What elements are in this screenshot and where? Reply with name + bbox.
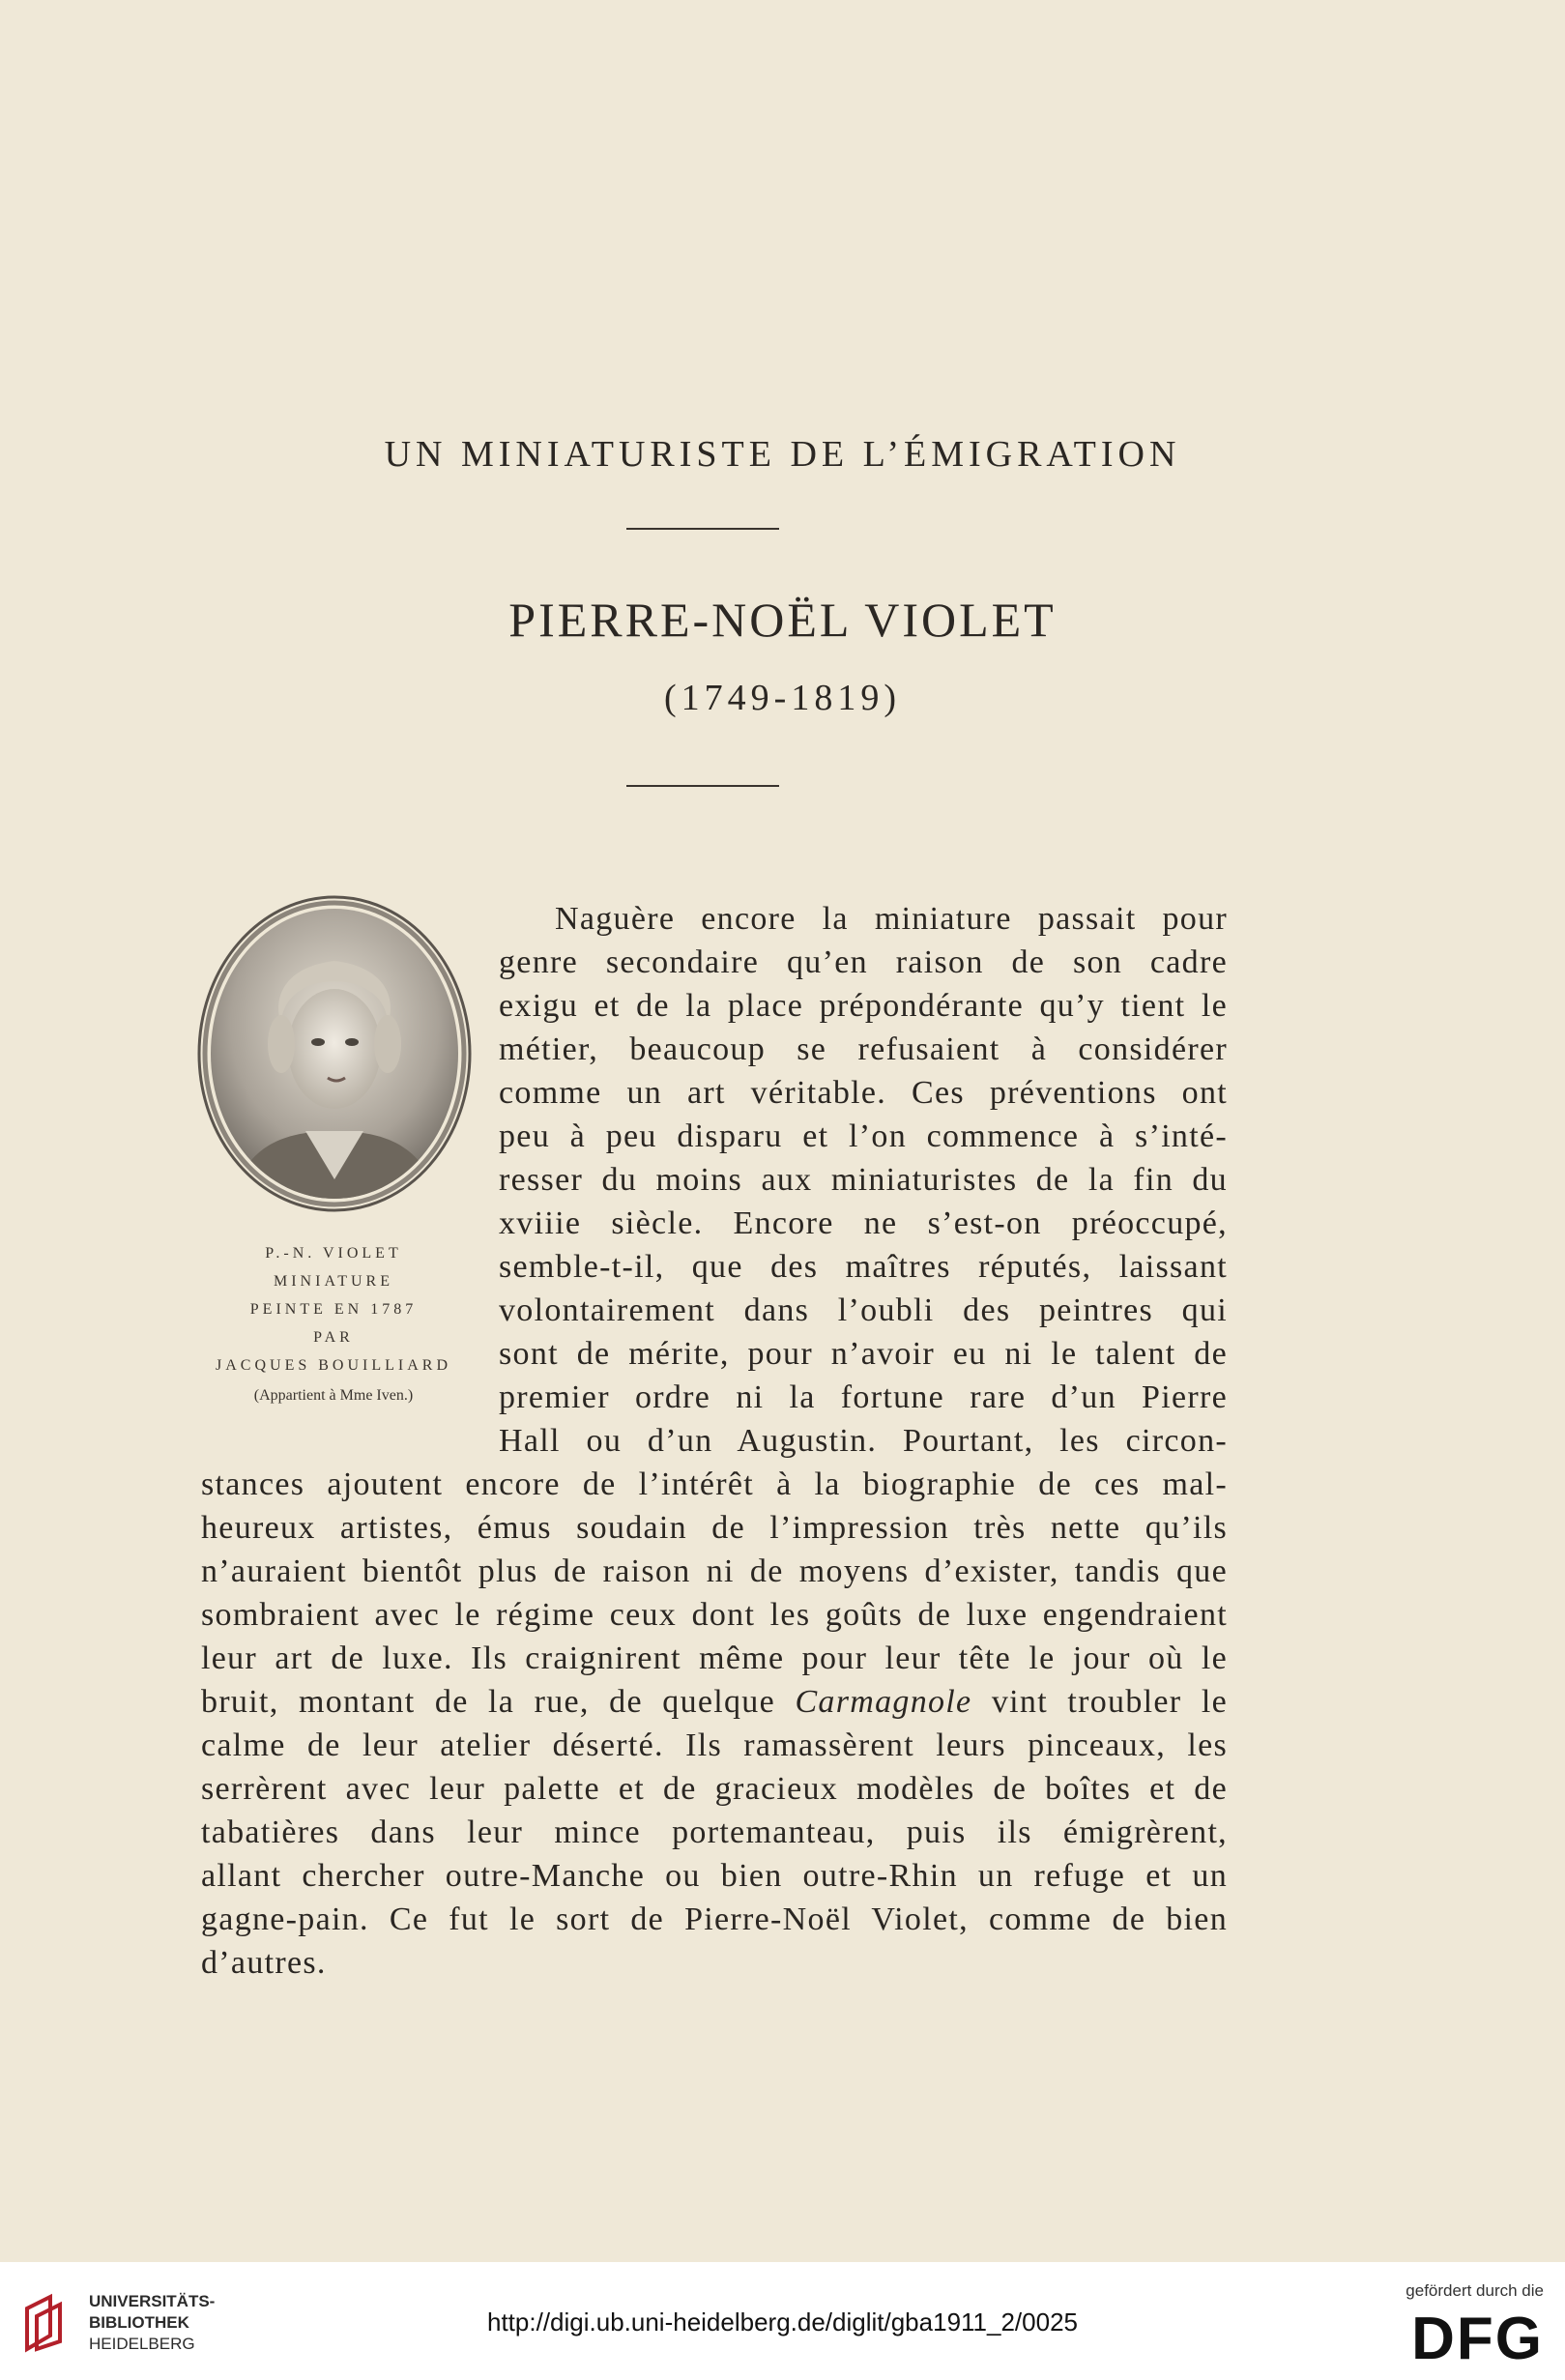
text-line: stances ajoutent encore de l’intérêt à la biographie de ces mal- (201, 1466, 1228, 1502)
text-line: métier, beaucoup se refusaient à considérer (499, 1031, 1228, 1067)
text-line: gagne-pain. Ce fut le sort de Pierre-Noël Violet, comme de bien (201, 1901, 1228, 1937)
body-text-wide (201, 1463, 1228, 1985)
text-line: tabatières dans leur mince portemanteau, puis ils émigrèrent, (201, 1814, 1228, 1850)
body-text-narrow (499, 897, 1228, 1463)
text-line: premier ordre ni la fortune rare d’un Pierre (499, 1379, 1228, 1415)
text-line: sont de mérite, pour n’avoir eu ni le talent de (499, 1336, 1228, 1372)
section-kicker: UN MINIATURISTE DE L’ÉMIGRATION (384, 434, 1181, 475)
portrait-miniature-image (189, 889, 479, 1228)
text-line: peu à peu disparu et l’on commence à s’inté- (499, 1118, 1228, 1154)
library-name-line: UNIVERSITÄTS- (89, 2292, 216, 2310)
text-line: heureux artistes, émus soudain de l’impression très nette qu’ils (201, 1510, 1228, 1546)
title-rule-top (626, 528, 779, 530)
article-title: PIERRE-NOËL VIOLET (508, 593, 1057, 647)
caption-line: MINIATURE (274, 1273, 393, 1290)
text-line: exigu et de la place prépondérante qu’y tient le (499, 988, 1228, 1024)
text-line: allant chercher outre-Manche ou bien outre-Rhin un refuge et un (201, 1858, 1228, 1894)
text-line: genre secondaire qu’en raison de son cadre (499, 944, 1228, 980)
text-line: xviiie siècle. Encore ne s’est-on préoccupé, (499, 1205, 1228, 1241)
text-line: comme un art véritable. Ces préventions ont (499, 1075, 1228, 1111)
text-line: calme de leur atelier déserté. Ils ramassèrent leurs pinceaux, les (201, 1727, 1228, 1763)
text-segment: vint troubler le (971, 1684, 1228, 1720)
text-line: resser du moins aux miniaturistes de la fin du (499, 1162, 1228, 1198)
text-line: Naguère encore la miniature passait pour (555, 901, 1228, 937)
title-rule-bottom (626, 785, 779, 787)
library-name-line: HEIDELBERG (89, 2335, 195, 2353)
text-line: n’auraient bientôt plus de raison ni de moyens d’exister, tandis que (201, 1553, 1228, 1589)
caption-line: PEINTE EN 1787 (249, 1301, 418, 1318)
permalink-url[interactable]: http://digi.ub.uni-heidelberg.de/diglit/gba1911_2/0025 (487, 2307, 1078, 2336)
caption-line: P.-N. VIOLET (265, 1245, 402, 1262)
text-line: d’autres. (201, 1945, 327, 1981)
text-line: Hall ou d’un Augustin. Pourtant, les circon- (499, 1423, 1228, 1459)
caption-line: JACQUES BOUILLIARD (216, 1357, 451, 1374)
library-name-line: BIBLIOTHEK (89, 2313, 189, 2332)
text-line: leur art de luxe. Ils craignirent même pour leur tête le jour où le (201, 1640, 1228, 1676)
text-line: serrèrent avec leur palette et de gracieux modèles de boîtes et de (201, 1771, 1228, 1807)
text-segment: bruit, montant de la rue, de quelque (201, 1684, 796, 1720)
italic-word: Carmagnole (795, 1684, 972, 1720)
text-line: sombraient avec le régime ceux dont les goûts de luxe engendraient (201, 1597, 1228, 1633)
text-line (201, 1680, 1228, 1724)
portrait-caption (164, 1239, 503, 1412)
dfg-logo: DFG (1411, 2306, 1544, 2372)
caption-line: PAR (313, 1329, 354, 1346)
caption-owner: (Appartient à Mme Iven.) (253, 1387, 414, 1404)
text-line: semble-t-il, que des maîtres réputés, laissant (499, 1249, 1228, 1285)
funder-note: gefördert durch die (1406, 2281, 1544, 2300)
text-line: volontairement dans l’oubli des peintres qui (499, 1292, 1228, 1328)
digitization-footer (0, 2262, 1565, 2380)
article-dates: (1749-1819) (664, 678, 901, 718)
